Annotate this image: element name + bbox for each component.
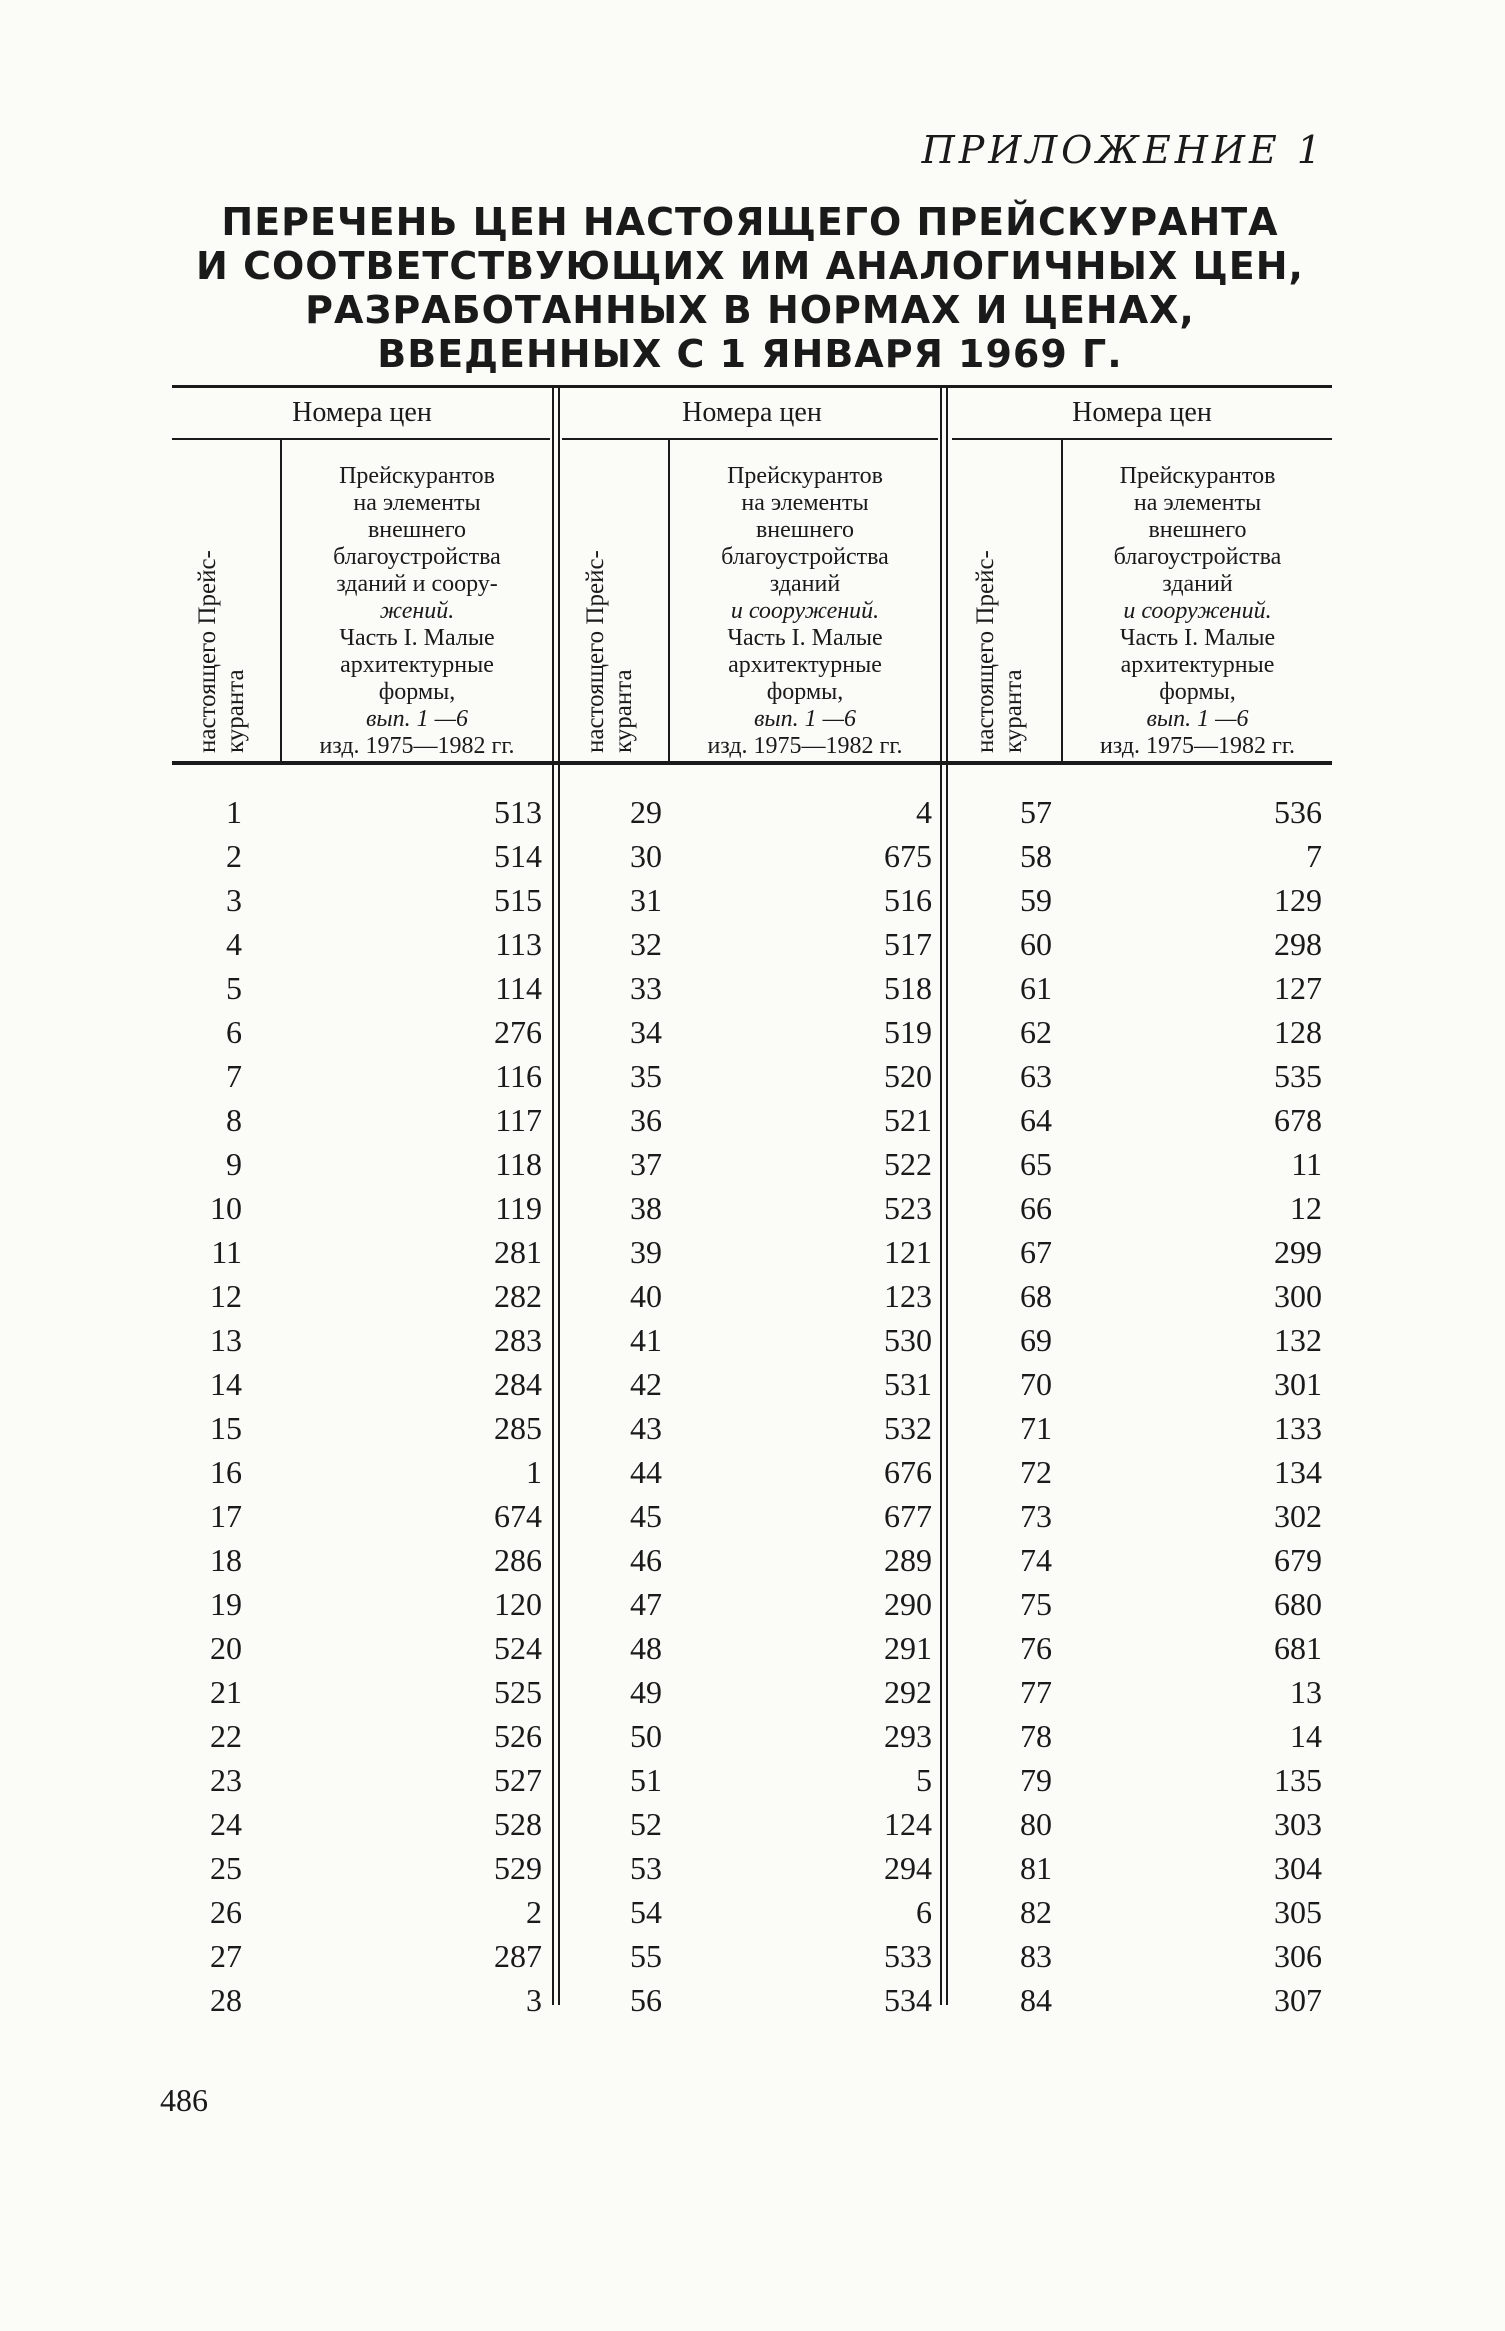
- current-price-number: 30: [630, 838, 662, 874]
- col-header-line: вып. 1 —6: [1146, 706, 1249, 732]
- reference-price-number: 128: [1274, 1014, 1322, 1050]
- reference-price-number: 135: [1274, 1762, 1322, 1798]
- col-header-line: изд. 1975—1982 гг.: [319, 733, 515, 759]
- page-title: [170, 200, 1330, 376]
- current-price-number: 28: [210, 1982, 242, 2018]
- reference-price-number: 514: [494, 838, 542, 874]
- reference-price-number: 299: [1274, 1234, 1322, 1270]
- col-header-line: жений.: [379, 598, 455, 624]
- reference-price-number: 116: [495, 1058, 542, 1094]
- table-row: [172, 1626, 1332, 1670]
- current-price-number: 33: [630, 970, 662, 1006]
- current-price-number: 56: [630, 1982, 662, 2018]
- current-price-number: 10: [210, 1190, 242, 1226]
- table-row: [172, 790, 1332, 834]
- col-header-line: Часть I. Малые: [339, 625, 495, 651]
- current-price-number: 54: [630, 1894, 662, 1930]
- col-header-line: формы,: [378, 679, 456, 705]
- reference-price-number: 4: [916, 794, 932, 830]
- reference-price-number: 680: [1274, 1586, 1322, 1622]
- current-price-number: 20: [210, 1630, 242, 1666]
- reference-price-number: 307: [1274, 1982, 1322, 2018]
- current-price-number: 40: [630, 1278, 662, 1314]
- current-price-number: 1: [226, 794, 242, 830]
- col-header-line: формы,: [766, 679, 844, 705]
- group-rule-3: [952, 438, 1332, 440]
- reference-price-number: 124: [884, 1806, 932, 1842]
- reference-price-number: 303: [1274, 1806, 1322, 1842]
- reference-price-number: 529: [494, 1850, 542, 1886]
- reference-price-number: 674: [494, 1498, 542, 1534]
- current-price-number: 79: [1020, 1762, 1052, 1798]
- col-header-line: вып. 1 —6: [753, 706, 856, 732]
- current-price-number: 46: [630, 1542, 662, 1578]
- reference-price-number: 113: [495, 926, 542, 962]
- reference-price-number: 2: [526, 1894, 542, 1930]
- current-price-number: 78: [1020, 1718, 1052, 1754]
- reference-price-number: 679: [1274, 1542, 1322, 1578]
- table-row: [172, 1582, 1332, 1626]
- current-price-number: 65: [1020, 1146, 1052, 1182]
- current-price-number: 57: [1020, 794, 1052, 830]
- reference-price-number: 120: [494, 1586, 542, 1622]
- table-row: [172, 1406, 1332, 1450]
- table-row: [172, 1450, 1332, 1494]
- col-header-line: изд. 1975—1982 гг.: [1099, 733, 1296, 759]
- reference-price-number: 302: [1274, 1498, 1322, 1534]
- reference-price-number: 530: [884, 1322, 932, 1358]
- reference-price-number: 520: [884, 1058, 932, 1094]
- reference-price-number: 525: [494, 1674, 542, 1710]
- table-row: [172, 1054, 1332, 1098]
- reference-price-number: 119: [495, 1190, 542, 1226]
- reference-price-number: 285: [494, 1410, 542, 1446]
- current-price-number: 25: [210, 1850, 242, 1886]
- reference-price-number: 515: [494, 882, 542, 918]
- col-header-line: настоящего Прейс-: [194, 550, 221, 753]
- reference-price-number: 678: [1274, 1102, 1322, 1138]
- col-header-reference: [670, 463, 940, 760]
- current-price-number: 63: [1020, 1058, 1052, 1094]
- col-header-reference: [1063, 463, 1332, 760]
- group-header-3: Номера цен: [1072, 397, 1212, 428]
- col-header-line: и сооружений.: [730, 598, 880, 624]
- current-price-number: 39: [630, 1234, 662, 1270]
- reference-price-number: 521: [884, 1102, 932, 1138]
- current-price-number: 29: [630, 794, 662, 830]
- current-price-number: 21: [210, 1674, 242, 1710]
- current-price-number: 34: [630, 1014, 662, 1050]
- current-price-number: 59: [1020, 882, 1052, 918]
- appendix-label: ПРИЛОЖЕНИЕ 1: [921, 128, 1325, 172]
- group-rule-1: [172, 438, 550, 440]
- col-header-line: формы,: [1159, 679, 1236, 705]
- reference-price-number: 12: [1290, 1190, 1322, 1226]
- reference-price-number: 532: [884, 1410, 932, 1446]
- reference-price-number: 513: [494, 794, 542, 830]
- current-price-number: 2: [226, 838, 242, 874]
- reference-price-number: 290: [884, 1586, 932, 1622]
- reference-price-number: 516: [884, 882, 932, 918]
- table-row: [172, 1934, 1332, 1978]
- current-price-number: 9: [226, 1146, 242, 1182]
- reference-price-number: 301: [1274, 1366, 1322, 1402]
- reference-price-number: 284: [494, 1366, 542, 1402]
- current-price-number: 15: [210, 1410, 242, 1446]
- current-price-number: 61: [1020, 970, 1052, 1006]
- reference-price-number: 535: [1274, 1058, 1322, 1094]
- reference-price-number: 534: [884, 1982, 932, 2018]
- reference-price-number: 14: [1290, 1718, 1322, 1754]
- table-row: [172, 1978, 1332, 2022]
- current-price-number: 60: [1020, 926, 1052, 962]
- table-row: [172, 834, 1332, 878]
- current-price-number: 83: [1020, 1938, 1052, 1974]
- col-header-line: на элементы: [1133, 490, 1262, 516]
- current-price-number: 80: [1020, 1806, 1052, 1842]
- reference-price-number: 676: [884, 1454, 932, 1490]
- current-price-number: 23: [210, 1762, 242, 1798]
- reference-price-number: 298: [1274, 926, 1322, 962]
- current-price-number: 73: [1020, 1498, 1052, 1534]
- reference-price-number: 3: [526, 1982, 542, 2018]
- reference-price-number: 675: [884, 838, 932, 874]
- current-price-number: 72: [1020, 1454, 1052, 1490]
- title-line: И СООТВЕТСТВУЮЩИХ ИМ АНАЛОГИЧНЫХ ЦЕН,: [196, 244, 1304, 288]
- table-row: [172, 922, 1332, 966]
- col-header-current: [582, 550, 638, 753]
- reference-price-number: 524: [494, 1630, 542, 1666]
- current-price-number: 5: [226, 970, 242, 1006]
- col-header-line: куранта: [610, 669, 637, 753]
- current-price-number: 48: [630, 1630, 662, 1666]
- current-price-number: 12: [210, 1278, 242, 1314]
- table-row: [172, 1494, 1332, 1538]
- current-price-number: 19: [210, 1586, 242, 1622]
- current-price-number: 6: [226, 1014, 242, 1050]
- reference-price-number: 127: [1274, 970, 1322, 1006]
- col-header-line: Прейскурантов: [1119, 463, 1276, 489]
- current-price-number: 74: [1020, 1542, 1052, 1578]
- current-price-number: 71: [1020, 1410, 1052, 1446]
- current-price-number: 68: [1020, 1278, 1052, 1314]
- group-header-2: Номера цен: [682, 397, 822, 428]
- table-row: [172, 966, 1332, 1010]
- reference-price-number: 132: [1274, 1322, 1322, 1358]
- current-price-number: 52: [630, 1806, 662, 1842]
- col-header-line: зданий: [1162, 571, 1233, 597]
- col-header-line: Часть I. Малые: [1119, 625, 1276, 651]
- current-price-number: 47: [630, 1586, 662, 1622]
- current-price-number: 76: [1020, 1630, 1052, 1666]
- current-price-number: 55: [630, 1938, 662, 1974]
- reference-price-number: 286: [494, 1542, 542, 1578]
- table-row: [172, 1890, 1332, 1934]
- table-row: [172, 1846, 1332, 1890]
- col-header-current: [194, 550, 250, 753]
- col-header-line: Прейскурантов: [339, 463, 495, 489]
- col-header-line: благоустройства: [333, 544, 501, 570]
- header-bottom-rule: [172, 761, 1332, 765]
- col-header-line: внешнего: [1148, 517, 1247, 543]
- table-row: [172, 1758, 1332, 1802]
- group-header-1: Номера цен: [292, 397, 432, 428]
- reference-price-number: 289: [884, 1542, 932, 1578]
- col-header-line: на элементы: [353, 490, 481, 516]
- col-header-line: зданий: [769, 571, 841, 597]
- col-header-line: настоящего Прейс-: [972, 550, 999, 753]
- reference-price-number: 283: [494, 1322, 542, 1358]
- current-price-number: 50: [630, 1718, 662, 1754]
- current-price-number: 35: [630, 1058, 662, 1094]
- col-header-line: архитектурные: [340, 652, 494, 678]
- col-header-line: благоустройства: [1113, 544, 1282, 570]
- current-price-number: 26: [210, 1894, 242, 1930]
- col-header-line: куранта: [222, 669, 249, 753]
- reference-price-number: 536: [1274, 794, 1322, 830]
- reference-price-number: 681: [1274, 1630, 1322, 1666]
- col-header-line: зданий и соору-: [336, 571, 498, 597]
- current-price-number: 51: [630, 1762, 662, 1798]
- col-header-line: Прейскурантов: [727, 463, 883, 489]
- table-row: [172, 1098, 1332, 1142]
- current-price-number: 42: [630, 1366, 662, 1402]
- col-header-line: архитектурные: [728, 652, 882, 678]
- current-price-number: 67: [1020, 1234, 1052, 1270]
- current-price-number: 41: [630, 1322, 662, 1358]
- current-price-number: 18: [210, 1542, 242, 1578]
- current-price-number: 69: [1020, 1322, 1052, 1358]
- reference-price-number: 117: [495, 1102, 542, 1138]
- reference-price-number: 519: [884, 1014, 932, 1050]
- current-price-number: 24: [210, 1806, 242, 1842]
- col-header-line: на элементы: [741, 490, 869, 516]
- reference-price-number: 292: [884, 1674, 932, 1710]
- reference-price-number: 305: [1274, 1894, 1322, 1930]
- reference-price-number: 276: [494, 1014, 542, 1050]
- table-row: [172, 1362, 1332, 1406]
- current-price-number: 11: [211, 1234, 242, 1270]
- current-price-number: 77: [1020, 1674, 1052, 1710]
- reference-price-number: 121: [884, 1234, 932, 1270]
- current-price-number: 44: [630, 1454, 662, 1490]
- current-price-number: 7: [226, 1058, 242, 1094]
- current-price-number: 62: [1020, 1014, 1052, 1050]
- reference-price-number: 523: [884, 1190, 932, 1226]
- reference-price-number: 281: [494, 1234, 542, 1270]
- reference-price-number: 287: [494, 1938, 542, 1974]
- reference-price-number: 531: [884, 1366, 932, 1402]
- group-rule-2: [562, 438, 938, 440]
- table-row: [172, 1142, 1332, 1186]
- current-price-number: 32: [630, 926, 662, 962]
- current-price-number: 43: [630, 1410, 662, 1446]
- reference-price-number: 526: [494, 1718, 542, 1754]
- reference-price-number: 134: [1274, 1454, 1322, 1490]
- table-row: [172, 1230, 1332, 1274]
- col-header-line: внешнего: [367, 517, 467, 543]
- current-price-number: 17: [210, 1498, 242, 1534]
- current-price-number: 81: [1020, 1850, 1052, 1886]
- col-header-line: архитектурные: [1120, 652, 1275, 678]
- table-row: [172, 1802, 1332, 1846]
- reference-price-number: 527: [494, 1762, 542, 1798]
- col-header-reference: [282, 463, 552, 760]
- reference-price-number: 517: [884, 926, 932, 962]
- table-row: [172, 1538, 1332, 1582]
- reference-price-number: 123: [884, 1278, 932, 1314]
- reference-price-number: 282: [494, 1278, 542, 1314]
- current-price-number: 82: [1020, 1894, 1052, 1930]
- current-price-number: 8: [226, 1102, 242, 1138]
- current-price-number: 66: [1020, 1190, 1052, 1226]
- current-price-number: 13: [210, 1322, 242, 1358]
- col-header-line: изд. 1975—1982 гг.: [707, 733, 903, 759]
- table-row: [172, 1010, 1332, 1054]
- current-price-number: 70: [1020, 1366, 1052, 1402]
- reference-price-number: 518: [884, 970, 932, 1006]
- reference-price-number: 528: [494, 1806, 542, 1842]
- reference-price-number: 6: [916, 1894, 932, 1930]
- reference-price-number: 677: [884, 1498, 932, 1534]
- reference-price-number: 1: [526, 1454, 542, 1490]
- current-price-number: 22: [210, 1718, 242, 1754]
- reference-price-number: 304: [1274, 1850, 1322, 1886]
- col-header-line: Часть I. Малые: [727, 625, 883, 651]
- current-price-number: 4: [226, 926, 242, 962]
- page-number: 486: [160, 2082, 208, 2118]
- current-price-number: 84: [1020, 1982, 1052, 2018]
- title-line: ВВЕДЕННЫХ С 1 ЯНВАРЯ 1969 Г.: [377, 332, 1123, 376]
- col-header-line: внешнего: [755, 517, 855, 543]
- current-price-number: 58: [1020, 838, 1052, 874]
- reference-price-number: 293: [884, 1718, 932, 1754]
- current-price-number: 49: [630, 1674, 662, 1710]
- reference-price-number: 11: [1291, 1146, 1322, 1182]
- reference-price-number: 129: [1274, 882, 1322, 918]
- reference-price-number: 13: [1290, 1674, 1322, 1710]
- current-price-number: 14: [210, 1366, 242, 1402]
- current-price-number: 3: [226, 882, 242, 918]
- reference-price-number: 522: [884, 1146, 932, 1182]
- reference-price-number: 5: [916, 1762, 932, 1798]
- current-price-number: 53: [630, 1850, 662, 1886]
- current-price-number: 31: [630, 882, 662, 918]
- title-line: РАЗРАБОТАННЫХ В НОРМАХ И ЦЕНАХ,: [305, 288, 1195, 332]
- col-header-line: благоустройства: [721, 544, 889, 570]
- table-row: [172, 1714, 1332, 1758]
- title-line: ПЕРЕЧЕНЬ ЦЕН НАСТОЯЩЕГО ПРЕЙСКУРАНТА: [221, 200, 1279, 244]
- col-header-current: [972, 550, 1028, 753]
- table-row: [172, 1318, 1332, 1362]
- reference-price-number: 294: [884, 1850, 932, 1886]
- current-price-number: 64: [1020, 1102, 1052, 1138]
- table-row: [172, 1274, 1332, 1318]
- col-header-line: настоящего Прейс-: [582, 550, 609, 753]
- col-header-line: куранта: [1000, 669, 1027, 753]
- current-price-number: 27: [210, 1938, 242, 1974]
- reference-price-number: 306: [1274, 1938, 1322, 1974]
- reference-price-number: 114: [495, 970, 542, 1006]
- reference-price-number: 7: [1306, 838, 1322, 874]
- reference-price-number: 118: [495, 1146, 542, 1182]
- col-header-line: вып. 1 —6: [365, 706, 468, 732]
- table-top-rule: [172, 385, 1332, 388]
- reference-price-number: 133: [1274, 1410, 1322, 1446]
- current-price-number: 45: [630, 1498, 662, 1534]
- reference-price-number: 291: [884, 1630, 932, 1666]
- current-price-number: 75: [1020, 1586, 1052, 1622]
- table-row: [172, 1670, 1332, 1714]
- table-row: [172, 1186, 1332, 1230]
- current-price-number: 37: [630, 1146, 662, 1182]
- current-price-number: 16: [210, 1454, 242, 1490]
- reference-price-number: 300: [1274, 1278, 1322, 1314]
- reference-price-number: 533: [884, 1938, 932, 1974]
- col-header-line: и сооружений.: [1123, 598, 1272, 624]
- current-price-number: 36: [630, 1102, 662, 1138]
- table-row: [172, 878, 1332, 922]
- current-price-number: 38: [630, 1190, 662, 1226]
